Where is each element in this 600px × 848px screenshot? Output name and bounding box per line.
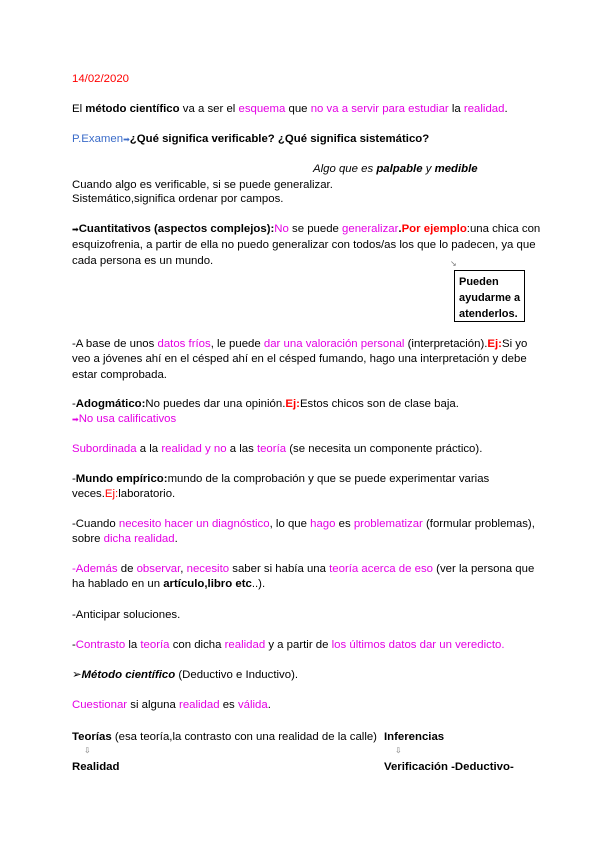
note-line: ayudarme a [459, 292, 521, 304]
small-arrow-icon: ↘ [450, 259, 457, 268]
text: Método científico [81, 669, 176, 681]
text: realidad [463, 103, 505, 115]
text: . [174, 533, 178, 545]
text: teoría acerca de eso [329, 563, 433, 575]
text: (formular problemas), [422, 518, 535, 530]
text: - [72, 398, 76, 410]
down-arrow-icon: ⇩ [395, 746, 402, 755]
text: P.Examen [72, 133, 124, 145]
cuantitativos-line-3: cada persona es un mundo. [72, 255, 214, 267]
text: teoría [256, 443, 287, 455]
text: (esa teoría,la contrasto con una realidad de la calle) [111, 731, 377, 743]
note-line: Pueden [459, 276, 499, 288]
text: es [219, 699, 238, 711]
text: , [180, 563, 187, 575]
text: . [267, 699, 271, 711]
text: El [72, 103, 86, 115]
subordinada-line [72, 442, 482, 457]
text: mundo de la comprobación y que se puede experimentar varias [167, 473, 490, 485]
text: problematizar [353, 518, 423, 530]
text: generalizar [342, 223, 399, 235]
text: Cuestionar [72, 699, 128, 711]
text: veces. [72, 488, 105, 500]
text: . [501, 639, 505, 651]
text: y [422, 163, 435, 175]
text: laboratorio. [118, 488, 176, 500]
text: que [285, 103, 311, 115]
text: -Cuando [72, 518, 119, 530]
text: esquema [238, 103, 286, 115]
text: -A base de unos [72, 338, 158, 350]
text: realidad [179, 699, 220, 711]
text: necesito hacer un diagnóstico [118, 518, 270, 530]
text: - [72, 473, 76, 485]
text: - [72, 639, 76, 651]
text: necesito [186, 563, 230, 575]
text: la [448, 103, 464, 115]
text: realidad [224, 639, 266, 651]
metodo-cientifico-line [72, 668, 298, 683]
text: teoría [140, 639, 170, 651]
realidad: Realidad [72, 761, 120, 773]
anticipar-soluciones: -Anticipar soluciones. [72, 609, 181, 621]
observar-line-2 [72, 577, 265, 592]
text: es [335, 518, 354, 530]
exam-question [72, 132, 429, 147]
text: (ver la persona que [433, 563, 535, 575]
teorias-line [72, 730, 377, 745]
text: ..). [251, 578, 266, 590]
text: a las [226, 443, 257, 455]
arrow-bullet-icon: ➢ [72, 669, 82, 681]
text: , le puede [210, 338, 264, 350]
diagnostico-line-2 [72, 532, 178, 547]
text: Cuantitativos (aspectos complejos): [78, 223, 275, 235]
text: Ej: [487, 338, 502, 350]
text: realidad [161, 443, 202, 455]
diagnostico-line-1 [72, 517, 535, 532]
text: Adogmático: [75, 398, 146, 410]
paragraph-method-intro [72, 102, 508, 117]
contrasto-line [72, 638, 505, 653]
text: Subordinada [72, 443, 137, 455]
sistematico-definition: Sistemático,significa ordenar por campos. [72, 193, 284, 205]
text: Ej: [285, 398, 300, 410]
verificable-definition: Cuando algo es verificable, si se puede generalizar. [72, 179, 333, 191]
arrow-icon: ➡ [72, 415, 79, 424]
text: :una chica con [466, 223, 541, 235]
text: (se necesita un componente práctico). [286, 443, 483, 455]
text: ha hablado en un [72, 578, 164, 590]
text: y a partir de [265, 639, 332, 651]
down-arrow-icon: ⇩ [84, 746, 91, 755]
date: 14/02/2020 [72, 73, 130, 85]
text: Ej: [104, 488, 119, 500]
mundo-empirico-line-2 [72, 487, 175, 502]
datos-frios-line-3: estar comprobada. [72, 369, 167, 381]
cuantitativos-line-1 [72, 222, 540, 237]
adogmatico-line [72, 397, 459, 412]
datos-frios-line-1 [72, 337, 527, 352]
answer-palpable [313, 162, 478, 177]
cuantitativos-line-2: esquizofrenia, a partir de ella no puedo generalizar con todos/as los que lo padecen, ya que [72, 239, 536, 251]
text: datos fríos [157, 338, 211, 350]
text: válida [237, 699, 268, 711]
text: medible [434, 163, 478, 175]
text: saber si había una [229, 563, 330, 575]
text: artículo,libro etc [163, 578, 252, 590]
text: Por ejemplo [401, 223, 467, 235]
text: ¿Qué significa verificable? ¿Qué significa sistemático? [129, 133, 430, 145]
no-calificativos [72, 412, 176, 427]
text: No puedes dar una opinión. [145, 398, 286, 410]
text: Algo que es [313, 163, 377, 175]
inferencias: Inferencias [384, 731, 445, 743]
text: Contrasto [75, 639, 126, 651]
text: se puede [288, 223, 343, 235]
text: , lo que [269, 518, 311, 530]
text: Si yo [501, 338, 528, 350]
text: No [274, 223, 289, 235]
text: va a ser el [179, 103, 239, 115]
text: hago [310, 518, 336, 530]
arrow-icon: ➡ [72, 225, 79, 234]
text: Teorías [72, 731, 112, 743]
text: a la [136, 443, 162, 455]
text: con dicha [169, 639, 225, 651]
text: sobre [72, 533, 104, 545]
text: no [213, 443, 227, 455]
text: Mundo empírico: [75, 473, 168, 485]
text: y [201, 443, 214, 455]
text: No usa calificativos [78, 413, 177, 425]
text: método científico [85, 103, 180, 115]
text: palpable [376, 163, 423, 175]
text: los últimos datos dar un veredicto [331, 639, 502, 651]
text: dar una valoración personal [263, 338, 405, 350]
text: no va a servir para estudiar [310, 103, 449, 115]
datos-frios-line-2: veo a jóvenes ahí en el césped ahí en el césped fumando, hago una interpretación y debe [72, 353, 527, 365]
cuestionar-line [72, 698, 271, 713]
observar-line-1 [72, 562, 534, 577]
note-line: atenderlos. [459, 308, 518, 320]
text: -Además [72, 563, 118, 575]
text: . [504, 103, 508, 115]
text: Estos chicos son de clase baja. [299, 398, 459, 410]
text: dicha realidad [103, 533, 175, 545]
mundo-empirico-line-1 [72, 472, 489, 487]
text: si alguna [127, 699, 180, 711]
text: (interpretación). [404, 338, 488, 350]
text: (Deductivo e Inductivo). [175, 669, 299, 681]
arrow-icon: ➡ [123, 135, 130, 144]
text: la [125, 639, 141, 651]
verificacion-deductivo: Verificación -Deductivo- [384, 761, 514, 773]
text: de [117, 563, 137, 575]
note-box [454, 270, 525, 322]
text: observar [136, 563, 181, 575]
text: . [398, 223, 402, 235]
